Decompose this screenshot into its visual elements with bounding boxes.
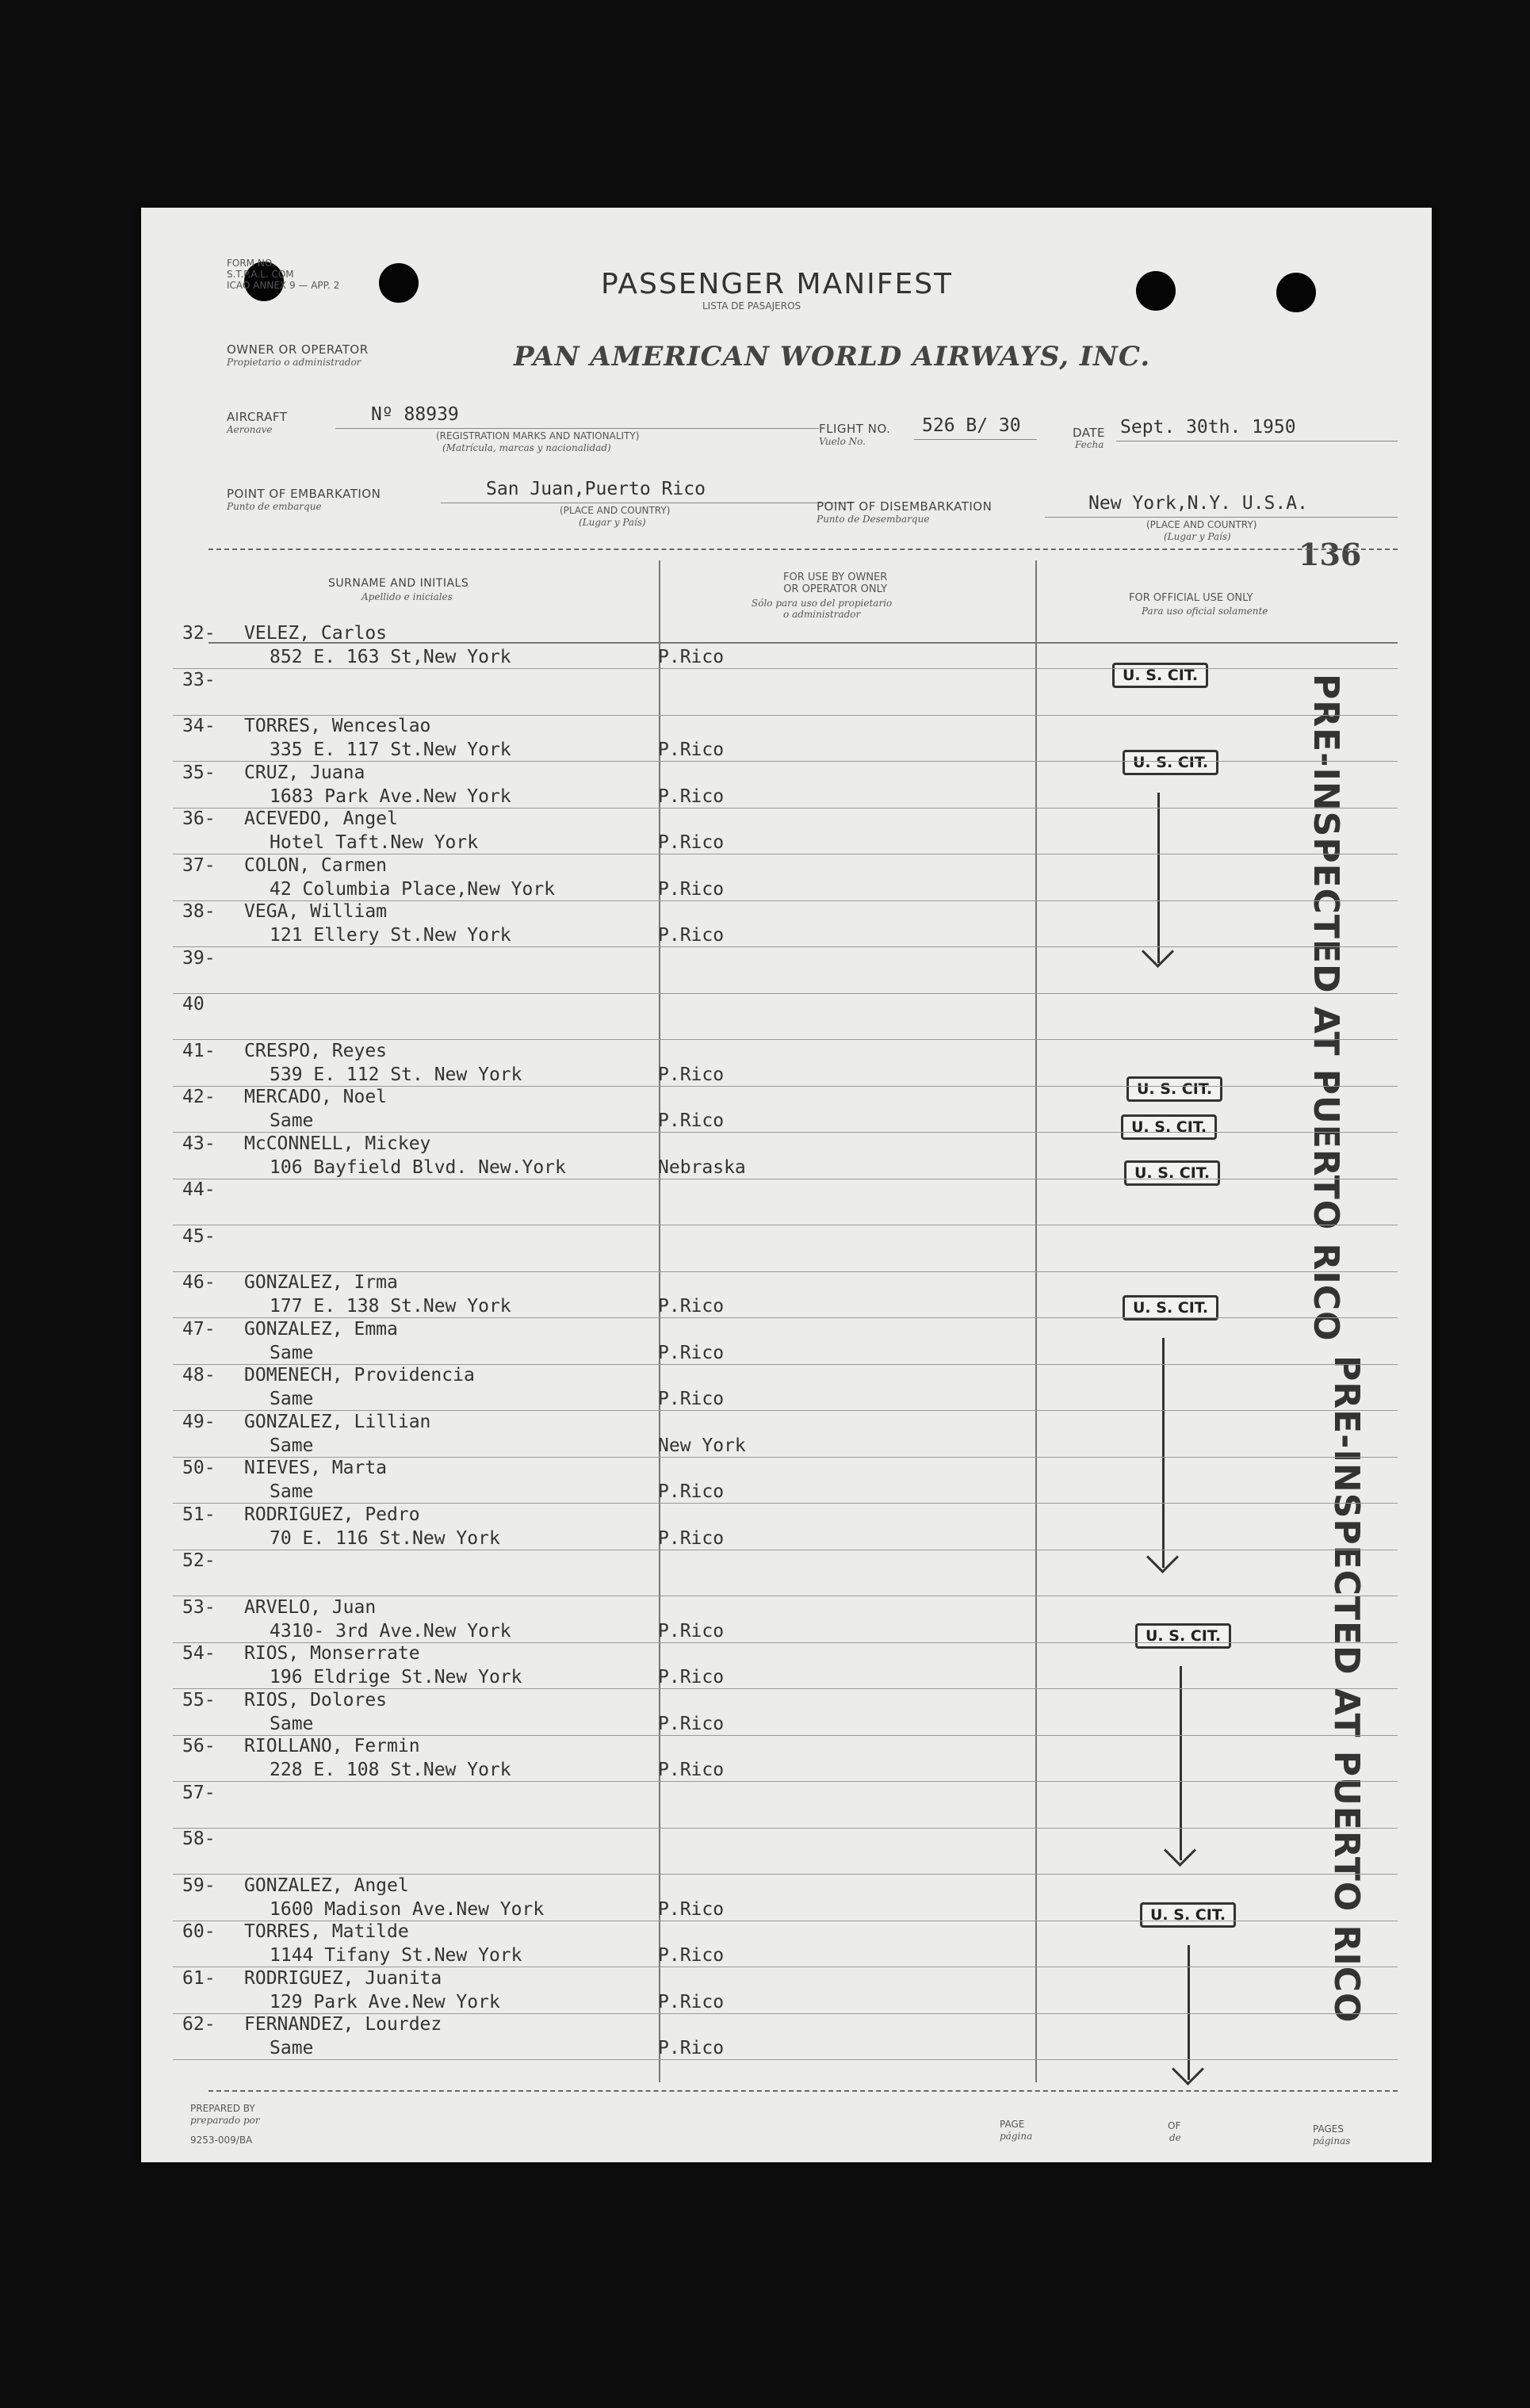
passenger-name: GONZALEZ, Emma xyxy=(244,1318,398,1340)
page-label: PAGE xyxy=(1000,2119,1025,2130)
prepared-label: PREPARED BY xyxy=(190,2103,255,2114)
pages-label: PAGES xyxy=(1313,2123,1344,2135)
col-surname-header: SURNAME AND INITIALS xyxy=(328,577,469,590)
passenger-origin: New York xyxy=(658,1435,746,1456)
passenger-origin: P.Rico xyxy=(658,1713,725,1734)
table-row xyxy=(182,1179,1332,1225)
row-number: 60- xyxy=(182,1921,216,1942)
passenger-address: 42 Columbia Place,New York xyxy=(270,878,556,900)
prepared-label-es: preparado por xyxy=(190,2115,260,2126)
place-country-label-2: (PLACE AND COUNTRY) xyxy=(1146,519,1257,530)
embark-value: San Juan,Puerto Rico xyxy=(486,479,706,499)
us-cit-stamp: U. S. CIT. xyxy=(1140,1902,1236,1928)
page-label-es: página xyxy=(1000,2131,1033,2142)
passenger-name: GONZALEZ, Lillian xyxy=(244,1411,431,1432)
table-row xyxy=(182,1365,1332,1411)
passenger-name: GONZALEZ, Angel xyxy=(244,1875,409,1896)
punch-hole xyxy=(1136,271,1176,311)
table-row xyxy=(182,1829,1332,1875)
punch-hole xyxy=(379,263,419,303)
passenger-origin: P.Rico xyxy=(658,1527,725,1549)
us-cit-stamp: U. S. CIT. xyxy=(1123,1295,1218,1321)
col-surname-header-es: Apellido e iniciales xyxy=(361,591,453,602)
row-number: 53- xyxy=(182,1596,216,1618)
table-row xyxy=(182,623,1332,669)
passenger-name: FERNANDEZ, Lourdez xyxy=(244,2014,442,2035)
passenger-origin: P.Rico xyxy=(658,1945,725,1966)
row-number: 62- xyxy=(182,2014,216,2035)
row-number: 61- xyxy=(182,1967,216,1989)
row-rule xyxy=(173,2059,1398,2060)
passenger-origin: P.Rico xyxy=(658,1110,725,1131)
aircraft-label: AIRCRAFT xyxy=(227,410,288,424)
passenger-origin: P.Rico xyxy=(658,785,725,807)
passenger-origin: P.Rico xyxy=(658,1991,725,2012)
table-row xyxy=(182,1458,1332,1504)
place-country-label-es-2: (Lugar y País) xyxy=(1164,531,1231,542)
passenger-name: VEGA, William xyxy=(244,901,388,922)
passenger-address: 121 Ellery St.New York xyxy=(270,925,511,946)
row-number: 50- xyxy=(182,1458,216,1478)
table-row xyxy=(182,1133,1332,1179)
passenger-origin: Nebraska xyxy=(658,1156,746,1178)
passenger-origin: P.Rico xyxy=(658,2038,725,2058)
table-row xyxy=(182,670,1332,716)
passenger-name: ARVELO, Juan xyxy=(244,1596,377,1618)
table-row xyxy=(182,763,1332,808)
us-cit-stamp: U. S. CIT. xyxy=(1123,750,1218,775)
passenger-address: 129 Park Ave.New York xyxy=(270,1991,500,2012)
passenger-address: 539 E. 112 St. New York xyxy=(270,1064,522,1085)
us-cit-stamp: U. S. CIT. xyxy=(1121,1114,1217,1140)
passenger-name: RODRIGUEZ, Pedro xyxy=(244,1504,420,1525)
passenger-name: GONZALEZ, Irma xyxy=(244,1272,398,1293)
col-owner-header: FOR USE BY OWNER OR OPERATOR ONLY xyxy=(783,571,888,595)
passenger-origin: P.Rico xyxy=(658,832,725,853)
table-row xyxy=(182,1087,1332,1133)
page-number: 136 xyxy=(1299,537,1362,572)
passenger-name: ACEVEDO, Angel xyxy=(244,808,398,829)
passenger-address: Same xyxy=(270,1389,314,1409)
table-row xyxy=(182,1921,1332,1967)
row-number: 55- xyxy=(182,1689,216,1710)
passenger-name: DOMENECH, Providencia xyxy=(244,1365,475,1386)
passenger-address: Same xyxy=(270,1342,314,1363)
flight-value: 526 B/ 30 xyxy=(922,415,1021,436)
passenger-address: Same xyxy=(270,1110,314,1131)
passenger-address: 852 E. 163 St,New York xyxy=(270,647,511,667)
preinspected-stamp: PRE-INSPECTED AT PUERTO RICO xyxy=(1326,1355,1367,2024)
passenger-origin: P.Rico xyxy=(658,1296,725,1317)
passenger-name: VELEZ, Carlos xyxy=(244,623,388,644)
row-number: 32- xyxy=(182,623,216,644)
punch-hole xyxy=(1276,273,1316,312)
table-row xyxy=(182,1041,1332,1087)
row-number: 43- xyxy=(182,1133,216,1154)
manifest-sheet xyxy=(141,208,1432,2162)
disembark-value: New York,N.Y. U.S.A. xyxy=(1088,493,1308,514)
page-title: PASSENGER MANIFEST xyxy=(601,268,954,300)
passenger-origin: P.Rico xyxy=(658,1620,725,1642)
passenger-name: RODRIGUEZ, Juanita xyxy=(244,1967,442,1989)
passenger-origin: P.Rico xyxy=(658,1389,725,1409)
us-cit-stamp: U. S. CIT. xyxy=(1124,1160,1220,1186)
passenger-address: Same xyxy=(270,1435,314,1456)
passenger-address: 70 E. 116 St.New York xyxy=(270,1527,500,1549)
reg-marks-label: (REGISTRATION MARKS AND NATIONALITY) xyxy=(436,430,640,441)
row-number: 42- xyxy=(182,1087,216,1107)
table-row xyxy=(182,1412,1332,1458)
row-number: 51- xyxy=(182,1504,216,1525)
form-footer-code: 9253-009/BA xyxy=(190,2135,253,2146)
passenger-name: CRESPO, Reyes xyxy=(244,1040,388,1061)
table-row xyxy=(182,1783,1332,1829)
disembark-label: POINT OF DISEMBARKATION xyxy=(817,499,993,514)
passenger-origin: P.Rico xyxy=(658,925,725,946)
passenger-address: 1600 Madison Ave.New York xyxy=(270,1898,545,1920)
table-row xyxy=(182,1504,1332,1550)
date-value: Sept. 30th. 1950 xyxy=(1120,417,1296,438)
date-label-es: Fecha xyxy=(1075,439,1104,450)
row-number: 49- xyxy=(182,1411,216,1432)
passenger-origin: P.Rico xyxy=(658,1342,725,1363)
flight-label: FLIGHT NO. xyxy=(819,422,891,436)
col-official-header: FOR OFFICIAL USE ONLY xyxy=(1129,592,1253,604)
preinspected-stamp: PRE-INSPECTED AT PUERTO RICO xyxy=(1306,674,1346,1342)
table-row xyxy=(182,855,1332,901)
passenger-origin: P.Rico xyxy=(658,740,725,760)
row-number: 45- xyxy=(182,1225,216,1247)
passenger-origin: P.Rico xyxy=(658,878,725,900)
embark-label-es: Punto de embarque xyxy=(227,501,322,512)
date-label: DATE xyxy=(1073,426,1106,440)
table-row xyxy=(182,901,1332,947)
passenger-origin: P.Rico xyxy=(658,1760,725,1780)
table-row xyxy=(182,1597,1332,1643)
form-code: FORM NO. S.T.P.A.L. COM ICAO ANNEX 9 — APP. 2 xyxy=(227,258,340,291)
passenger-name: McCONNELL, Mickey xyxy=(244,1133,431,1154)
row-number: 37- xyxy=(182,854,216,876)
row-number: 57- xyxy=(182,1782,216,1803)
passenger-address: Same xyxy=(270,1481,314,1502)
owner-label: OWNER OR OPERATOR xyxy=(227,342,369,357)
passenger-name: MERCADO, Noel xyxy=(244,1087,388,1107)
row-number: 52- xyxy=(182,1550,216,1571)
place-country-label: (PLACE AND COUNTRY) xyxy=(560,505,671,516)
passenger-address: Hotel Taft.New York xyxy=(270,832,479,853)
passenger-name: CRUZ, Juana xyxy=(244,762,365,783)
table-row xyxy=(182,1736,1332,1782)
passenger-name: TORRES, Wenceslao xyxy=(244,716,431,736)
row-number: 44- xyxy=(182,1179,216,1200)
passenger-address: 1683 Park Ave.New York xyxy=(270,785,511,807)
table-row xyxy=(182,1643,1332,1689)
passenger-address: 228 E. 108 St.New York xyxy=(270,1760,511,1780)
passenger-origin: P.Rico xyxy=(658,1667,725,1688)
col-owner-header-es: Sólo para uso del propietario o administrador xyxy=(752,598,893,620)
reg-marks-label-es: (Matrícula, marcas y nacionalidad) xyxy=(442,442,611,453)
table-row xyxy=(182,2014,1332,2060)
row-number: 46- xyxy=(182,1272,216,1293)
row-number: 56- xyxy=(182,1736,216,1756)
aircraft-label-es: Aeronave xyxy=(227,424,273,435)
passenger-address: 106 Bayfield Blvd. New.York xyxy=(270,1156,566,1178)
embark-label: POINT OF EMBARKATION xyxy=(227,487,381,501)
row-number: 40 xyxy=(182,994,205,1015)
us-cit-stamp: U. S. CIT. xyxy=(1126,1076,1222,1102)
passenger-name: RIOS, Dolores xyxy=(244,1689,388,1710)
table-row xyxy=(182,948,1332,994)
passenger-address: 335 E. 117 St.New York xyxy=(270,740,511,760)
row-number: 58- xyxy=(182,1829,216,1849)
place-country-label-es: (Lugar y País) xyxy=(579,517,646,528)
table-row xyxy=(182,1550,1332,1596)
table-row xyxy=(182,1226,1332,1272)
owner-value: PAN AMERICAN WORLD AIRWAYS, INC. xyxy=(514,341,1151,373)
us-cit-stamp: U. S. CIT. xyxy=(1135,1623,1231,1649)
passenger-address: Same xyxy=(270,2038,314,2058)
owner-label-es: Propietario o administrador xyxy=(227,357,361,368)
flight-label-es: Vuelo No. xyxy=(819,436,866,447)
table-row xyxy=(182,1272,1332,1318)
row-number: 41- xyxy=(182,1040,216,1061)
passenger-origin: P.Rico xyxy=(658,1481,725,1502)
row-number: 54- xyxy=(182,1643,216,1664)
passenger-address: 177 E. 138 St.New York xyxy=(270,1296,511,1317)
row-number: 47- xyxy=(182,1318,216,1340)
table-row xyxy=(182,994,1332,1040)
passenger-name: COLON, Carmen xyxy=(244,854,388,876)
row-number: 33- xyxy=(182,669,216,690)
row-number: 34- xyxy=(182,716,216,736)
table-row xyxy=(182,716,1332,762)
row-number: 35- xyxy=(182,762,216,783)
table-row xyxy=(182,1875,1332,1921)
table-row xyxy=(182,808,1332,854)
row-number: 38- xyxy=(182,901,216,922)
pages-label-es: páginas xyxy=(1313,2135,1351,2146)
passenger-name: TORRES, Matilde xyxy=(244,1921,409,1942)
of-label-es: de xyxy=(1169,2132,1181,2143)
passenger-address: 4310- 3rd Ave.New York xyxy=(270,1620,511,1642)
row-number: 39- xyxy=(182,947,216,969)
row-number: 36- xyxy=(182,808,216,829)
aircraft-value: Nº 88939 xyxy=(371,404,459,425)
passenger-name: RIOS, Monserrate xyxy=(244,1643,420,1664)
passenger-address: Same xyxy=(270,1713,314,1734)
disembark-label-es: Punto de Desembarque xyxy=(817,514,930,525)
col-official-header-es: Para uso oficial solamente xyxy=(1142,606,1268,617)
passenger-origin: P.Rico xyxy=(658,1898,725,1920)
us-cit-stamp: U. S. CIT. xyxy=(1112,663,1208,688)
row-number: 48- xyxy=(182,1365,216,1386)
passenger-name: NIEVES, Marta xyxy=(244,1458,388,1478)
of-label: OF xyxy=(1168,2120,1181,2131)
table-row xyxy=(182,1319,1332,1365)
passenger-address: 196 Eldrige St.New York xyxy=(270,1667,522,1688)
passenger-name: RIOLLANO, Fermin xyxy=(244,1736,420,1756)
row-number: 59- xyxy=(182,1875,216,1896)
passenger-origin: P.Rico xyxy=(658,1064,725,1085)
page-subtitle: LISTA DE PASAJEROS xyxy=(702,300,801,312)
table-row xyxy=(182,1968,1332,2014)
passenger-origin: P.Rico xyxy=(658,647,725,667)
passenger-address: 1144 Tifany St.New York xyxy=(270,1945,522,1966)
table-row xyxy=(182,1690,1332,1736)
